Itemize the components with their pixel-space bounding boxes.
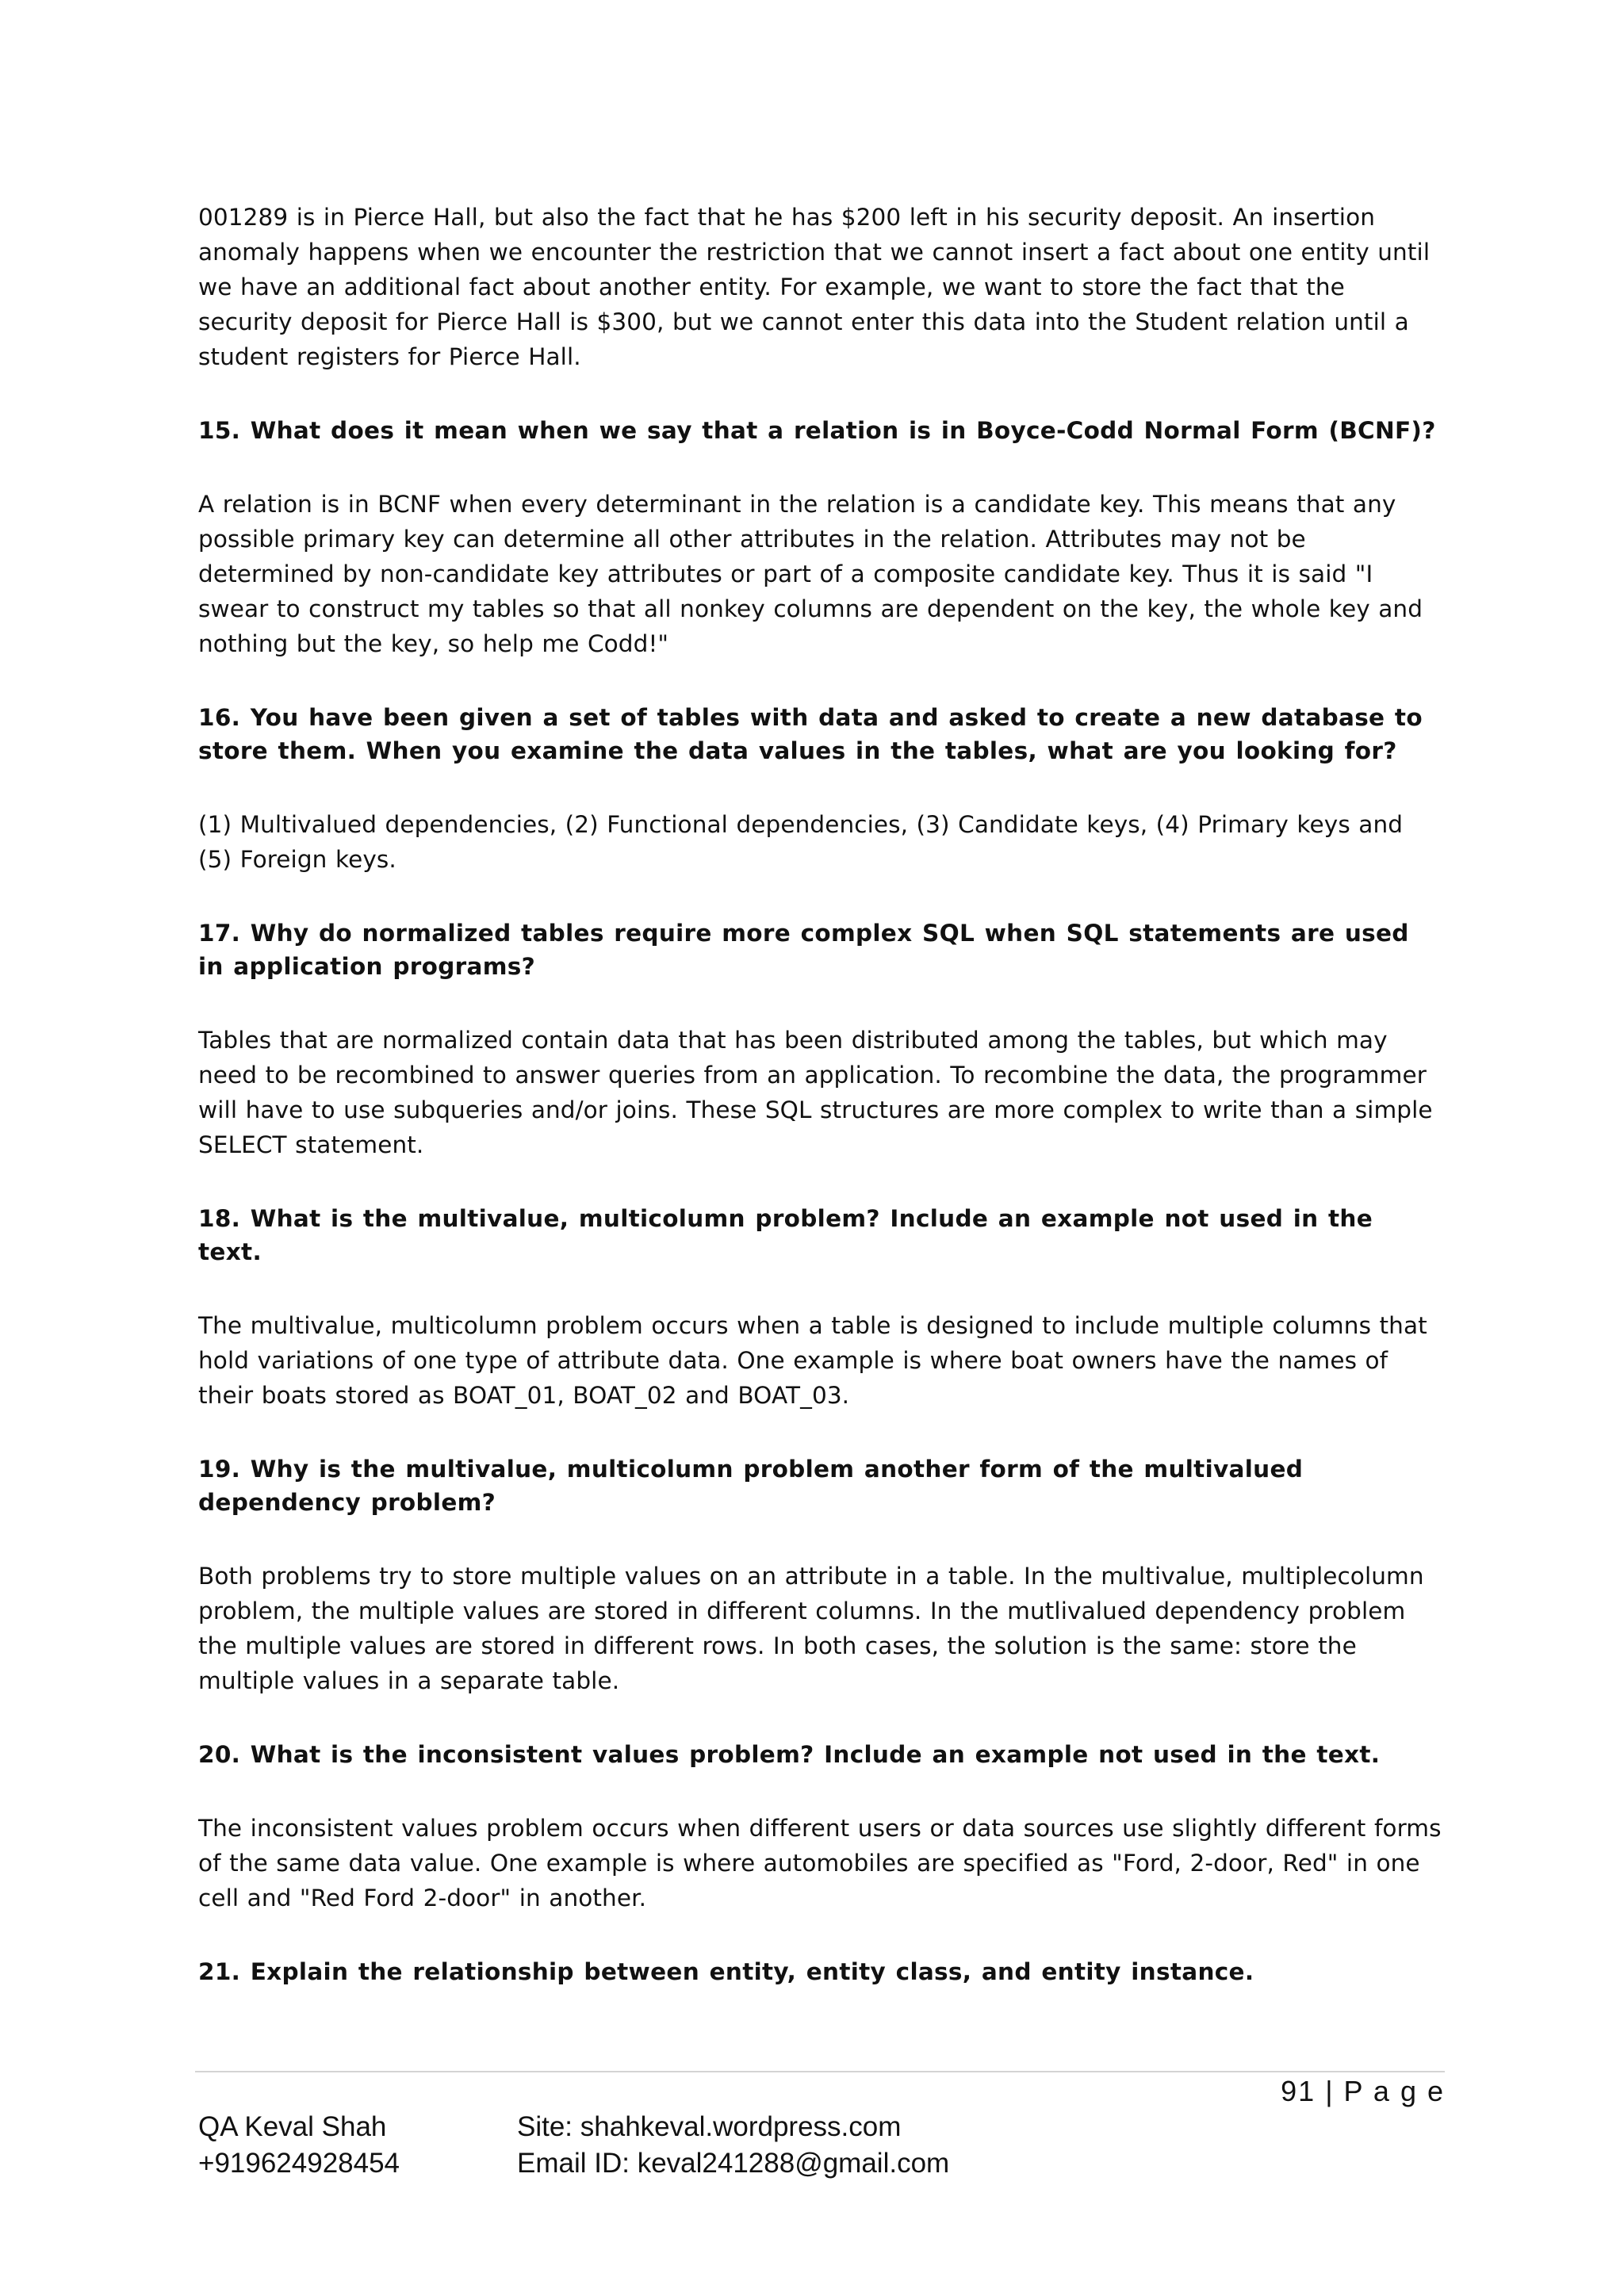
question-21: 21. Explain the relationship between entity, entity class, and entity instance.	[198, 1958, 1254, 1985]
question-19: 19. Why is the multivalue, multicolumn problem another form of the multivalued dependency problem?	[198, 1456, 1304, 1516]
answer-19: Both problems try to store multiple values on an attribute in a table. In the multivalue, multiplecolumn problem, the multiple values are stored in different columns. In the mutlivalued dependency problem the multiple values are stored in different rows. In both cases, the solution is the same: store the multiple values in a separate table.	[198, 1563, 1424, 1694]
question-15: 15. What does it mean when we say that a relation is in Boyce-Codd Normal Form (BCNF)?	[198, 417, 1436, 444]
footer-divider	[195, 2071, 1445, 2072]
page-content	[198, 200, 1443, 1988]
answer-17: Tables that are normalized contain data that has been distributed among the tables, but which may need to be recombined to answer queries from an application. To recombine the data, the programmer will have to use subqueries and/or joins. These SQL structures are more complex to write than a simple SELECT statement.	[198, 1027, 1433, 1158]
answer-18: The multivalue, multicolumn problem occurs when a table is designed to include multiple columns that hold variations of one type of attribute data. One example is where boat owners have the names of their boats stored as BOAT_01, BOAT_02 and BOAT_03.	[198, 1312, 1427, 1409]
footer-phone: +919624928454	[198, 2148, 400, 2179]
answer-16: (1) Multivalued dependencies, (2) Functional dependencies, (3) Candidate keys, (4) Primary keys and (5) Foreign keys.	[198, 811, 1404, 873]
answer-20: The inconsistent values problem occurs when different users or data sources use slightly different forms of the same data value. One example is where automobiles are specified as "Ford, 2-door, Red" in one cell and "Red Ford 2-door" in another.	[198, 1815, 1442, 1911]
answer-paragraph-insertion-anomaly: 001289 is in Pierce Hall, but also the fact that he has $200 left in his security deposit. An insertion anomaly happens when we encounter the restriction that we cannot insert a fact about one entity until we have an additional fact about another entity. For example, we want to store the fact that the security deposit for Pierce Hall is $300, but we cannot enter this data into the Student relation until a student registers for Pierce Hall.	[198, 204, 1431, 370]
page-number: 91 | P a g e	[1281, 2075, 1445, 2107]
question-16: 16. You have been given a set of tables with data and asked to create a new database to store them. When you examine the data values in the tables, what are you looking for?	[198, 704, 1423, 764]
footer-email: Email ID: keval241288@gmail.com	[517, 2148, 950, 2179]
question-18: 18. What is the multivalue, multicolumn problem? Include an example not used in the text.	[198, 1205, 1373, 1265]
footer-author-name: QA Keval Shah	[198, 2111, 387, 2142]
question-20: 20. What is the inconsistent values problem? Include an example not used in the text.	[198, 1741, 1381, 1768]
footer-site: Site: shahkeval.wordpress.com	[517, 2111, 902, 2142]
question-17: 17. Why do normalized tables require more complex SQL when SQL statements are used in application programs?	[198, 920, 1409, 980]
answer-15: A relation is in BCNF when every determinant in the relation is a candidate key. This means that any possible primary key can determine all other attributes in the relation. Attributes may not be determined by non-candidate key attributes or part of a composite candidate key. Thus it is said "I swear to construct my tables so that all nonkey columns are dependent on the key, the whole key and nothing but the key, so help me Codd!"	[198, 491, 1423, 657]
